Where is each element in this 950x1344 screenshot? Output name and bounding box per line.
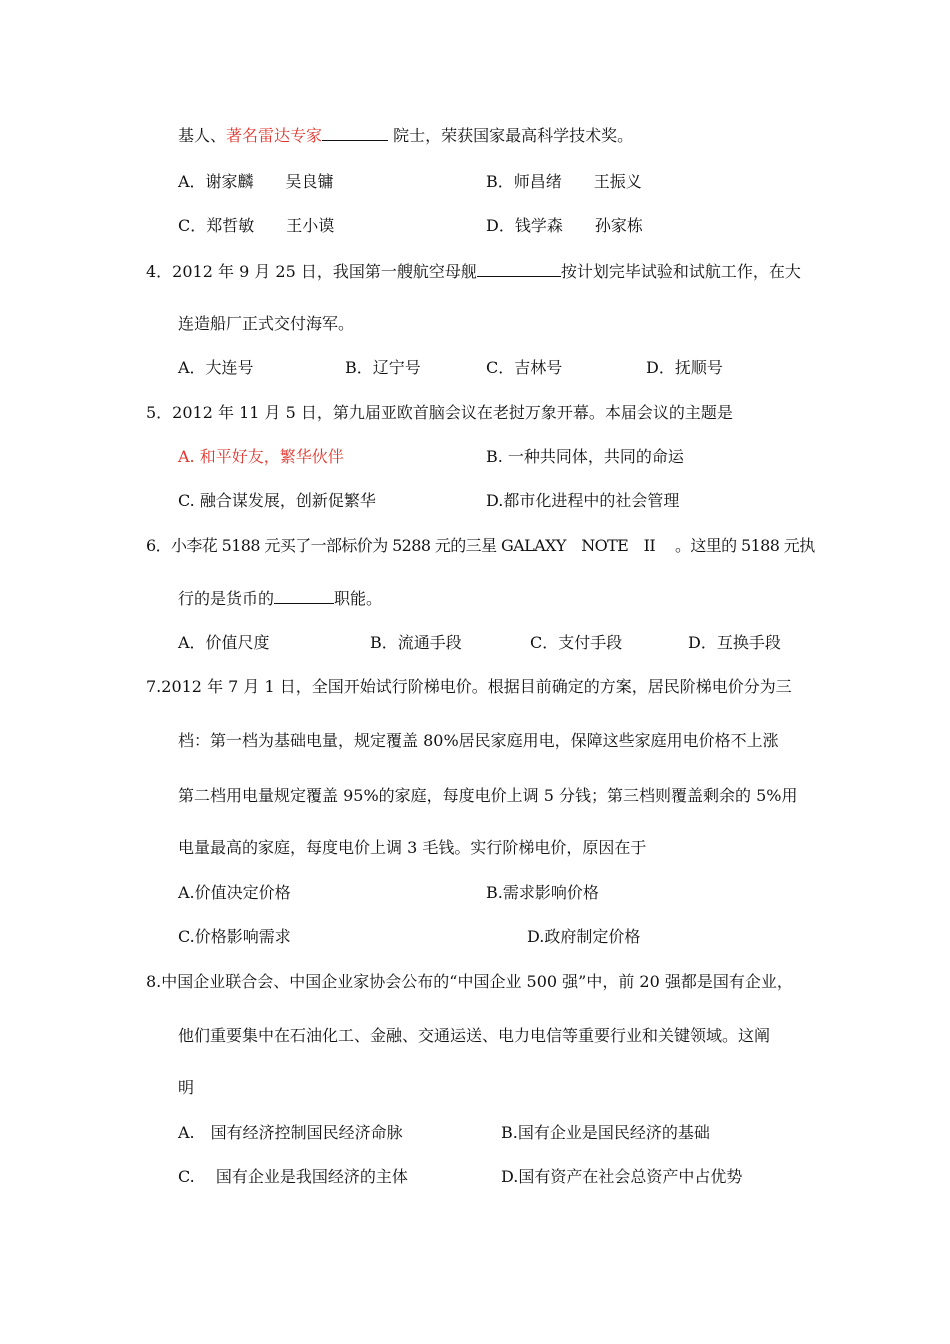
q8-option-a: A. 国有经济控制国民经济命脉 [178,1123,403,1142]
q6-answer-blank [274,589,334,604]
q7-line-2: 档：第一档为基础电量，规定覆盖 80%居民家庭用电，保障这些家庭用电价格不上涨 [178,731,779,750]
q8-line-2: 他们重要集中在石油化工、金融、交通运送、电力电信等重要行业和关键领域。这阐 [178,1026,771,1045]
q5-option-b: B. 一种共同体，共同的命运 [486,447,684,466]
q7-option-a: A.价值决定价格 [178,883,291,902]
q4-line-1-prefix: 4．2012 年 9 月 25 日，我国第一艘航空母舰 [146,262,477,281]
q7-line-1: 7.2012 年 7 月 1 日，全国开始试行阶梯电价。根据目前确定的方案，居民阶梯电价分为三 [146,677,792,696]
q8-option-b: B.国有企业是国民经济的基础 [501,1123,710,1142]
q6-line-1: 6．小李花 5188 元买了一部标价为 5288 元的三星 GALAXY NOTE II 。这里的 5188 元执 [146,536,815,555]
q6-line-2-prefix: 行的是货币的 [178,589,275,608]
q3-line [178,126,633,146]
q8-line-3: 明 [178,1078,195,1097]
q7-option-d: D.政府制定价格 [527,927,641,946]
q6-line-2-suffix: 职能。 [334,589,383,608]
q8-option-c: C. 国有企业是我国经济的主体 [178,1167,408,1186]
q7-option-b: B.需求影响价格 [486,883,599,902]
q6-line-2 [178,589,382,609]
q5-option-a: A. 和平好友，繁华伙伴 [178,447,344,466]
q3-line-prefix: 基人、 [178,126,227,145]
q5-option-c: C. 融合谋发展，创新促繁华 [178,491,376,510]
q4-option-d: D．抚顺号 [646,358,723,377]
q3-answer-blank [322,126,388,141]
q4-answer-blank [477,262,561,277]
q3-option-b: B．师昌绪 王振义 [486,172,642,191]
q4-option-b: B．辽宁号 [345,358,421,377]
q7-line-3: 第二档用电量规定覆盖 95%的家庭，每度电价上调 5 分钱；第三档则覆盖剩余的 5%用 [178,786,798,805]
q4-option-a: A．大连号 [178,358,254,377]
q3-option-c: C．郑哲敏 王小谟 [178,216,335,235]
q4-line-1-suffix: 按计划完毕试验和试航工作，在大 [560,262,801,281]
q8-option-d: D.国有资产在社会总资产中占优势 [501,1167,743,1186]
q3-line-suffix: 院士，荣获国家最高科学技术奖。 [388,126,634,145]
q4-line-2: 连造船厂正式交付海军。 [178,314,355,333]
q5-line-1: 5．2012 年 11 月 5 日，第九届亚欧首脑会议在老挝万象开幕。本届会议的主题是 [146,403,733,422]
q7-line-4: 电量最高的家庭，每度电价上调 3 毛钱。实行阶梯电价，原因在于 [178,838,647,857]
q5-option-d: D.都市化进程中的社会管理 [486,491,680,510]
q3-option-d: D．钱学森 孙家栋 [486,216,643,235]
q3-line-highlight: 著名雷达专家 [226,126,323,145]
q6-option-d: D．互换手段 [688,633,781,652]
q6-option-b: B．流通手段 [370,633,462,652]
q6-option-c: C．支付手段 [530,633,623,652]
q6-option-a: A．价值尺度 [178,633,270,652]
q8-line-1: 8.中国企业联合会、中国企业家协会公布的“中国企业 500 强”中，前 20 强都是国有企业， [146,972,793,991]
q3-option-a: A．谢家麟 吴良镛 [178,172,334,191]
q4-line-1 [146,262,801,282]
q7-option-c: C.价格影响需求 [178,927,291,946]
q4-option-c: C．吉林号 [486,358,563,377]
